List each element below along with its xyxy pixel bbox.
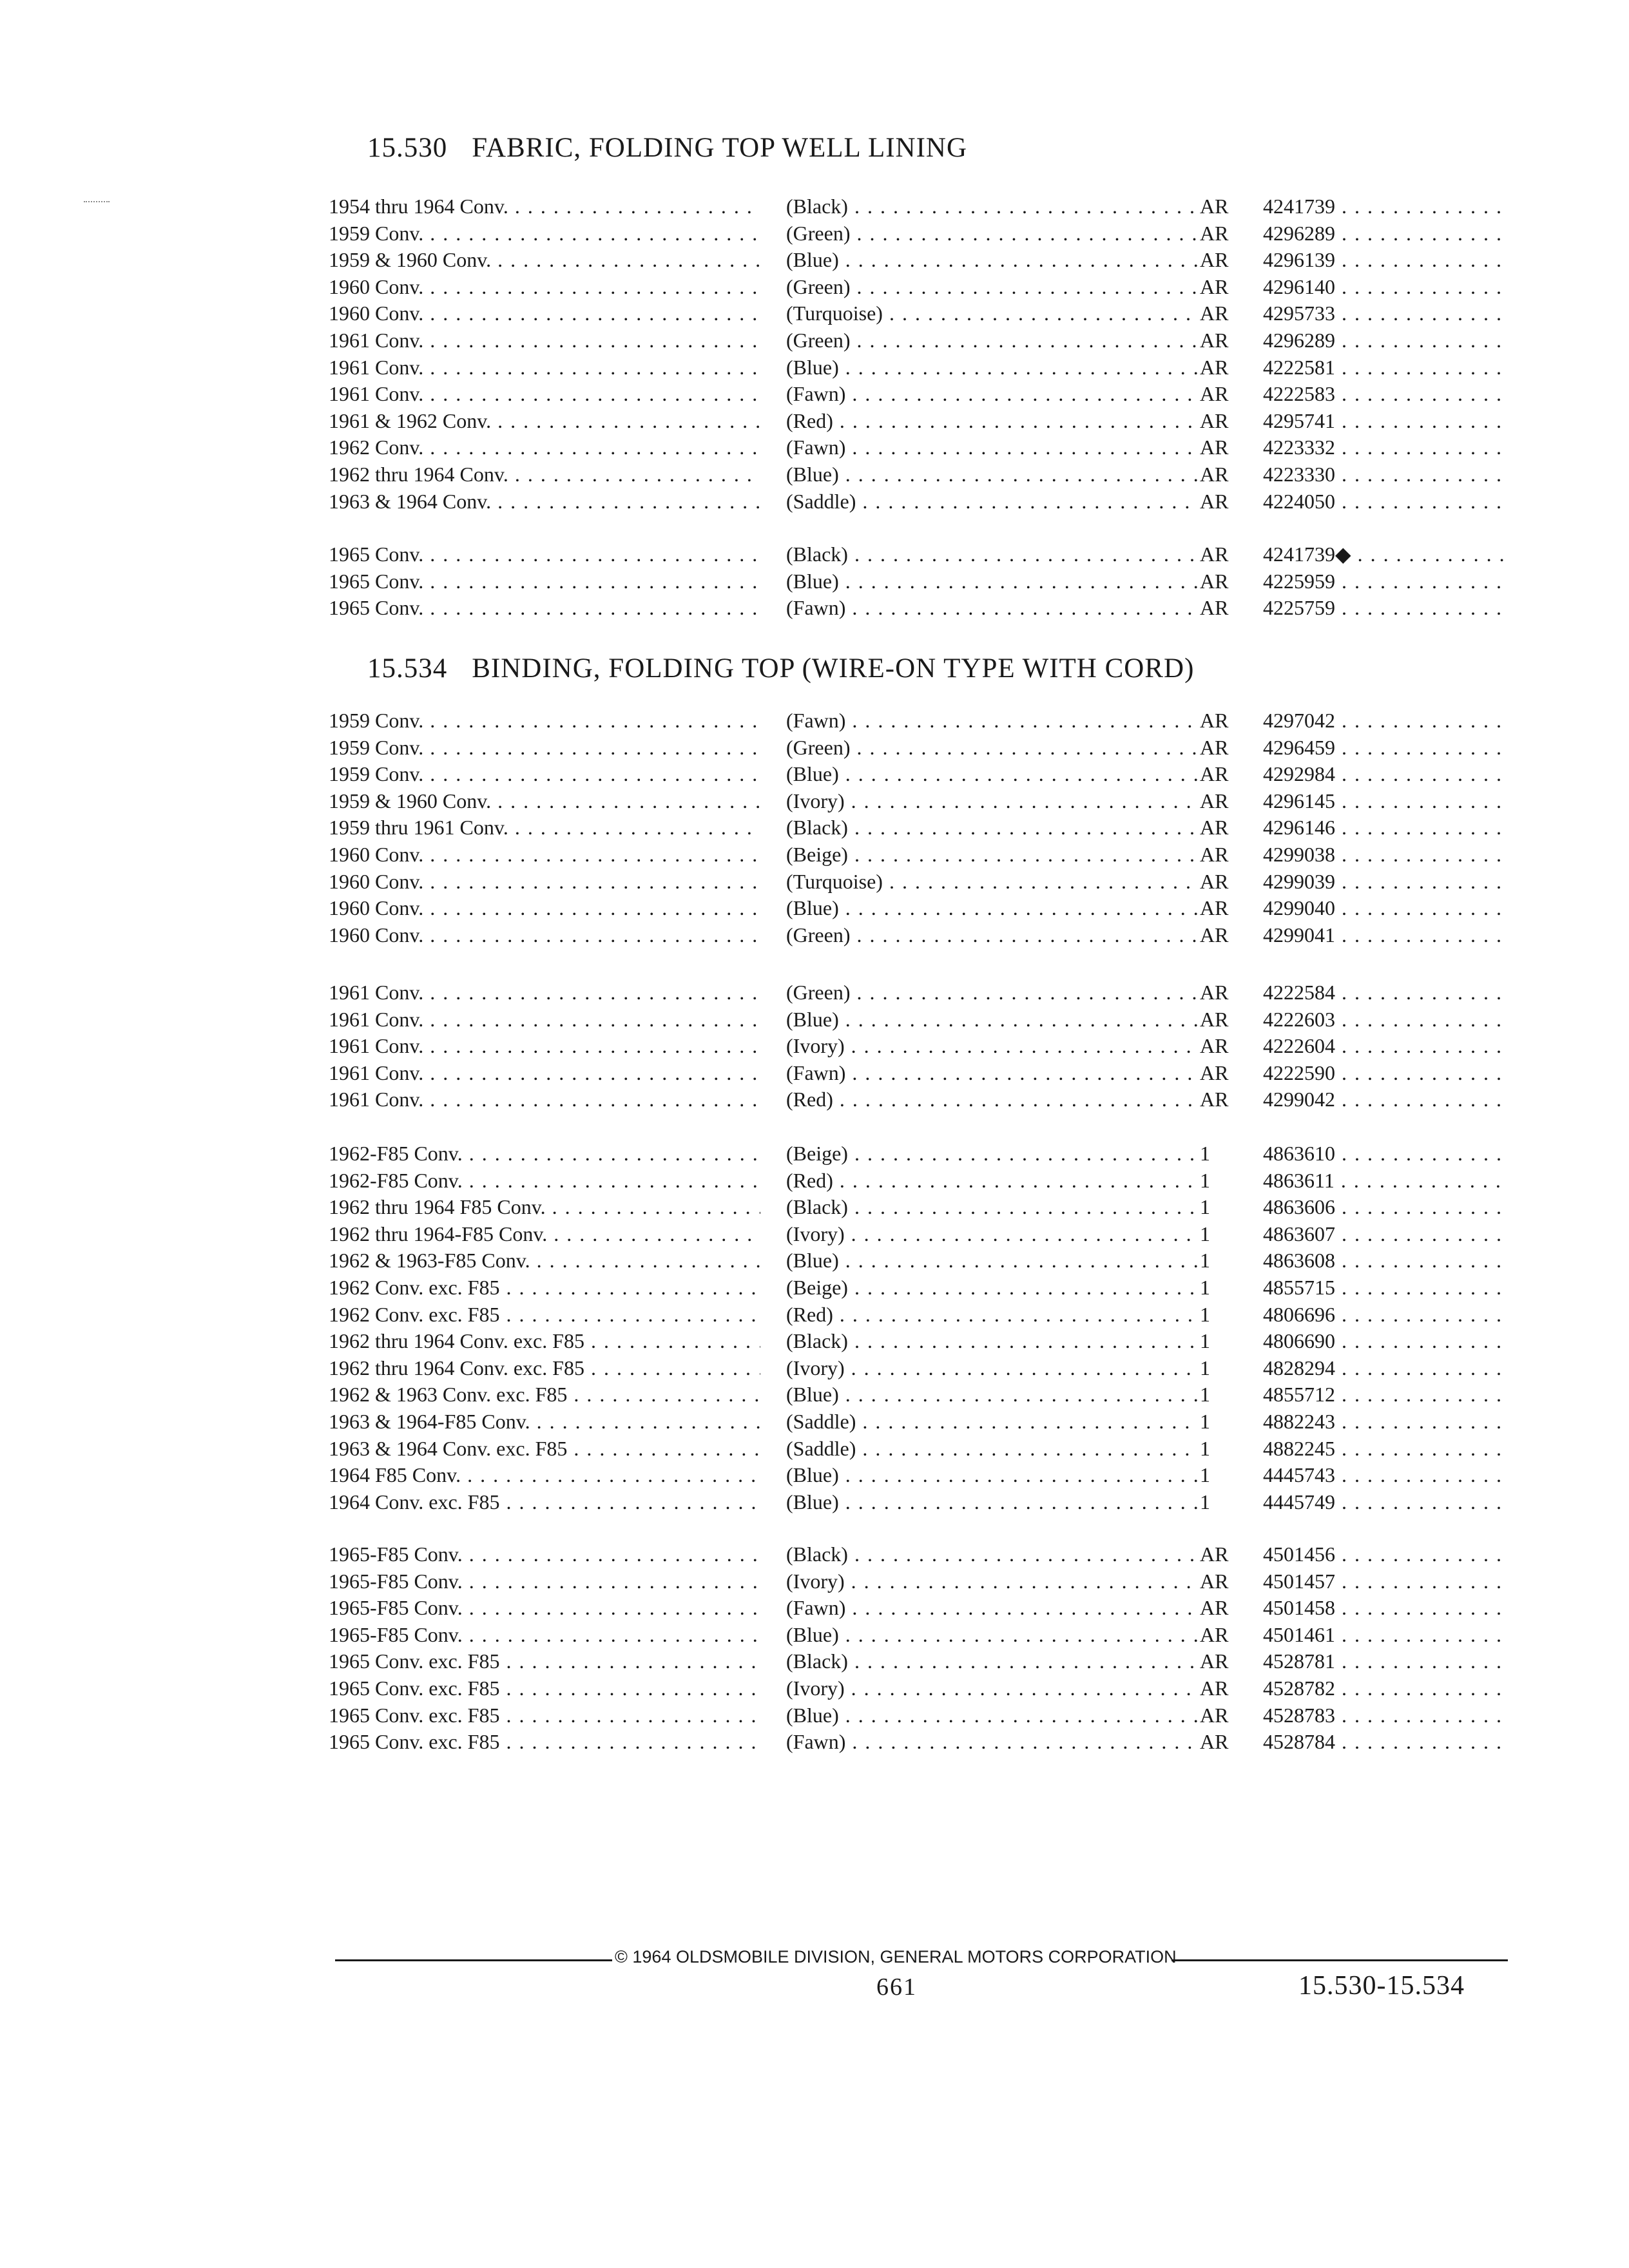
- color-cell: (Blue) . . .: [786, 895, 1199, 921]
- list-item: [0, 300, 1629, 329]
- quantity-cell: AR: [1200, 355, 1229, 379]
- model-cell: 1965 Conv. . . .: [329, 568, 760, 594]
- model-cell: 1961 Conv. . . .: [329, 1060, 760, 1086]
- list-item: [0, 461, 1629, 490]
- quantity-cell: 1: [1200, 1195, 1210, 1219]
- quantity-cell: 1: [1200, 1329, 1210, 1353]
- model-cell: 1964 F85 Conv. . . .: [329, 1462, 760, 1488]
- model-cell: 1965-F85 Conv. . . .: [329, 1541, 760, 1567]
- color-cell: (Black) . . .: [786, 814, 1199, 840]
- model-cell: 1965 Conv. exc. F85 . . .: [329, 1702, 760, 1728]
- part-number-cell: 4225759 . . .: [1263, 595, 1508, 620]
- model-cell: 1959 thru 1961 Conv. . . .: [329, 814, 760, 840]
- quantity-cell: AR: [1200, 596, 1229, 620]
- model-cell: 1960 Conv. . . .: [329, 274, 760, 300]
- model-cell: 1962 thru 1964 F85 Conv. . . .: [329, 1194, 760, 1220]
- list-item: [0, 595, 1629, 623]
- color-cell: (Green) . . .: [786, 979, 1199, 1005]
- model-cell: 1965-F85 Conv. . . .: [329, 1622, 760, 1648]
- quantity-cell: AR: [1200, 1649, 1229, 1673]
- color-cell: (Blue) . . .: [786, 1247, 1199, 1273]
- color-cell: (Turquoise) . . .: [786, 300, 1199, 326]
- color-cell: (Black) . . .: [786, 1541, 1199, 1567]
- model-cell: 1965 Conv. . . .: [329, 541, 760, 567]
- quantity-cell: AR: [1200, 1542, 1229, 1566]
- part-number-cell: 4863608 . . .: [1263, 1247, 1508, 1273]
- part-number-cell: 4863610 . . .: [1263, 1140, 1508, 1166]
- list-item: [0, 1675, 1629, 1704]
- quantity-cell: AR: [1200, 569, 1229, 593]
- quantity-cell: AR: [1200, 274, 1229, 298]
- list-item: [0, 220, 1629, 249]
- quantity-cell: AR: [1200, 709, 1229, 732]
- model-cell: 1959 Conv. . . .: [329, 220, 760, 246]
- quantity-cell: 1: [1200, 1436, 1210, 1460]
- model-cell: 1962 thru 1964 Conv. exc. F85 . . .: [329, 1328, 760, 1354]
- color-cell: (Ivory) . . .: [786, 1568, 1199, 1594]
- part-number-cell: 4295741 . . .: [1263, 408, 1508, 434]
- quantity-cell: AR: [1200, 816, 1229, 840]
- color-cell: (Blue) . . .: [786, 1006, 1199, 1032]
- quantity-cell: AR: [1200, 1622, 1229, 1646]
- model-cell: 1962 Conv. . . .: [329, 434, 760, 460]
- color-cell: (Blue) . . .: [786, 1462, 1199, 1488]
- model-cell: 1959 Conv. . . .: [329, 735, 760, 760]
- list-item: [0, 247, 1629, 275]
- part-number-cell: 4296459 . . .: [1263, 735, 1508, 760]
- color-cell: (Blue) . . .: [786, 1702, 1199, 1728]
- part-number-cell: 4222603 . . .: [1263, 1006, 1508, 1032]
- quantity-cell: AR: [1200, 329, 1229, 352]
- color-cell: (Fawn) . . .: [786, 595, 1199, 620]
- list-item: [0, 1140, 1629, 1169]
- quantity-cell: AR: [1200, 762, 1229, 786]
- quantity-cell: 1: [1200, 1249, 1210, 1273]
- part-number-cell: 4222583 . . .: [1263, 381, 1508, 407]
- list-item: [0, 869, 1629, 897]
- part-number-cell: 4528781 . . .: [1263, 1648, 1508, 1674]
- list-item: [0, 788, 1629, 816]
- section-title: FABRIC, FOLDING TOP WELL LINING: [472, 133, 968, 163]
- list-item: [0, 1086, 1629, 1115]
- color-cell: (Fawn) . . .: [786, 434, 1199, 460]
- part-number-cell: 4501461 . . .: [1263, 1622, 1508, 1648]
- quantity-cell: 1: [1200, 1410, 1210, 1433]
- list-item: [0, 434, 1629, 463]
- part-number-cell: 4528782 . . .: [1263, 1675, 1508, 1701]
- footer-copyright: © 1964 OLDSMOBILE DIVISION, GENERAL MOTORS CORPORATION: [612, 1947, 1171, 1967]
- color-cell: (Red) . . .: [786, 408, 1199, 434]
- model-cell: 1962 & 1963 Conv. exc. F85 . . .: [329, 1381, 760, 1407]
- list-item: [0, 1568, 1629, 1597]
- color-cell: (Green) . . .: [786, 220, 1199, 246]
- part-number-cell: 4295733 . . .: [1263, 300, 1508, 326]
- quantity-cell: AR: [1200, 896, 1229, 920]
- list-item: [0, 1408, 1629, 1437]
- model-cell: 1960 Conv. . . .: [329, 869, 760, 894]
- part-number-cell: 4806690 . . .: [1263, 1328, 1508, 1354]
- part-number-cell: 4223332 . . .: [1263, 434, 1508, 460]
- model-cell: 1961 Conv. . . .: [329, 1033, 760, 1059]
- list-item: [0, 1595, 1629, 1623]
- list-item: [0, 1060, 1629, 1088]
- quantity-cell: AR: [1200, 923, 1229, 947]
- color-cell: (Ivory) . . .: [786, 1221, 1199, 1247]
- section-number: 15.534: [367, 653, 448, 684]
- color-cell: (Blue) . . .: [786, 247, 1199, 273]
- color-cell: (Beige) . . .: [786, 841, 1199, 867]
- part-number-cell: 4528783 . . .: [1263, 1702, 1508, 1728]
- part-number-cell: 4501457 . . .: [1263, 1568, 1508, 1594]
- list-item: [0, 895, 1629, 923]
- color-cell: (Fawn) . . .: [786, 707, 1199, 733]
- model-cell: 1959 & 1960 Conv. . . .: [329, 247, 760, 273]
- quantity-cell: 1: [1200, 1142, 1210, 1165]
- part-number-cell: 4222581 . . .: [1263, 354, 1508, 380]
- model-cell: 1960 Conv. . . .: [329, 895, 760, 921]
- color-cell: (Blue) . . .: [786, 354, 1199, 380]
- color-cell: (Turquoise) . . .: [786, 869, 1199, 894]
- list-item: [0, 408, 1629, 436]
- section-number: 15.530: [367, 133, 448, 163]
- part-number-cell: 4223330 . . .: [1263, 461, 1508, 487]
- list-item: [0, 814, 1629, 843]
- part-number-cell: 4501456 . . .: [1263, 1541, 1508, 1567]
- quantity-cell: AR: [1200, 1677, 1229, 1700]
- color-cell: (Blue) . . .: [786, 1489, 1199, 1515]
- color-cell: (Blue) . . .: [786, 461, 1199, 487]
- quantity-cell: AR: [1200, 302, 1229, 325]
- part-number-cell: 4863606 . . .: [1263, 1194, 1508, 1220]
- color-cell: (Blue) . . .: [786, 1622, 1199, 1648]
- part-number-cell: 4296289 . . .: [1263, 220, 1508, 246]
- color-cell: (Fawn) . . .: [786, 1060, 1199, 1086]
- quantity-cell: 1: [1200, 1168, 1210, 1192]
- quantity-cell: AR: [1200, 1703, 1229, 1727]
- model-cell: 1962 & 1963-F85 Conv. . . .: [329, 1247, 760, 1273]
- part-number-cell: 4299039 . . .: [1263, 869, 1508, 894]
- model-cell: 1960 Conv. . . .: [329, 922, 760, 948]
- color-cell: (Fawn) . . .: [786, 1729, 1199, 1754]
- color-cell: (Ivory) . . .: [786, 788, 1199, 814]
- color-cell: (Green) . . .: [786, 922, 1199, 948]
- color-cell: (Ivory) . . .: [786, 1675, 1199, 1701]
- list-item: [0, 1355, 1629, 1383]
- part-number-cell: 4299040 . . .: [1263, 895, 1508, 921]
- model-cell: 1959 & 1960 Conv. . . .: [329, 788, 760, 814]
- quantity-cell: 1: [1200, 1383, 1210, 1407]
- model-cell: 1965-F85 Conv. . . .: [329, 1568, 760, 1594]
- model-cell: 1965 Conv. . . .: [329, 595, 760, 620]
- list-item: [0, 1381, 1629, 1410]
- list-item: [0, 488, 1629, 517]
- list-item: [0, 1622, 1629, 1650]
- list-item: [0, 1006, 1629, 1035]
- quantity-cell: 1: [1200, 1302, 1210, 1326]
- quantity-cell: 1: [1200, 1490, 1210, 1514]
- list-item: [0, 1648, 1629, 1677]
- quantity-cell: AR: [1200, 1034, 1229, 1058]
- model-cell: 1959 Conv. . . .: [329, 761, 760, 787]
- quantity-cell: 1: [1200, 1463, 1210, 1487]
- part-number-cell: 4299041 . . .: [1263, 922, 1508, 948]
- part-number-cell: 4806696 . . .: [1263, 1302, 1508, 1327]
- quantity-cell: AR: [1200, 221, 1229, 245]
- quantity-cell: AR: [1200, 489, 1229, 513]
- part-number-cell: 4299038 . . .: [1263, 841, 1508, 867]
- model-cell: 1964 Conv. exc. F85 . . .: [329, 1489, 760, 1515]
- quantity-cell: AR: [1200, 1596, 1229, 1620]
- list-item: [0, 354, 1629, 383]
- quantity-cell: AR: [1200, 1569, 1229, 1593]
- list-item: [0, 327, 1629, 356]
- list-item: [0, 1462, 1629, 1490]
- color-cell: (Red) . . .: [786, 1168, 1199, 1193]
- color-cell: (Saddle) . . .: [786, 488, 1199, 514]
- model-cell: 1962-F85 Conv. . . .: [329, 1168, 760, 1193]
- quantity-cell: AR: [1200, 543, 1229, 566]
- color-cell: (Fawn) . . .: [786, 1595, 1199, 1620]
- quantity-cell: AR: [1200, 735, 1229, 759]
- part-number-cell: 4882243 . . .: [1263, 1408, 1508, 1434]
- model-cell: 1965 Conv. exc. F85 . . .: [329, 1648, 760, 1674]
- color-cell: (Saddle) . . .: [786, 1408, 1199, 1434]
- list-item: [0, 735, 1629, 763]
- list-item: [0, 1702, 1629, 1731]
- model-cell: 1962 Conv. exc. F85 . . .: [329, 1274, 760, 1300]
- list-item: [0, 1541, 1629, 1570]
- model-cell: 1963 & 1964 Conv. exc. F85 . . .: [329, 1436, 760, 1461]
- color-cell: (Blue) . . .: [786, 1381, 1199, 1407]
- list-item: [0, 193, 1629, 222]
- list-item: [0, 381, 1629, 409]
- quantity-cell: AR: [1200, 843, 1229, 866]
- color-cell: (Red) . . .: [786, 1302, 1199, 1327]
- part-number-cell: 4241739 . . .: [1263, 193, 1508, 219]
- quantity-cell: AR: [1200, 981, 1229, 1004]
- part-number-cell: 4225959 . . .: [1263, 568, 1508, 594]
- model-cell: 1961 Conv. . . .: [329, 381, 760, 407]
- model-cell: 1963 & 1964 Conv. . . .: [329, 488, 760, 514]
- part-number-cell: 4528784 . . .: [1263, 1729, 1508, 1754]
- part-number-cell: 4222590 . . .: [1263, 1060, 1508, 1086]
- color-cell: (Saddle) . . .: [786, 1436, 1199, 1461]
- color-cell: (Black) . . .: [786, 541, 1199, 567]
- quantity-cell: AR: [1200, 1730, 1229, 1754]
- color-cell: (Ivory) . . .: [786, 1355, 1199, 1381]
- page-number: 661: [876, 1974, 917, 2001]
- model-cell: 1960 Conv. . . .: [329, 300, 760, 326]
- color-cell: (Black) . . .: [786, 1194, 1199, 1220]
- list-item: [0, 568, 1629, 597]
- part-number-cell: 4299042 . . .: [1263, 1086, 1508, 1112]
- part-number-cell: 4863607 . . .: [1263, 1221, 1508, 1247]
- color-cell: (Green) . . .: [786, 735, 1199, 760]
- part-number-cell: 4296145 . . .: [1263, 788, 1508, 814]
- color-cell: (Black) . . .: [786, 1328, 1199, 1354]
- model-cell: 1965 Conv. exc. F85 . . .: [329, 1675, 760, 1701]
- list-item: [0, 1194, 1629, 1222]
- quantity-cell: AR: [1200, 436, 1229, 459]
- list-item: [0, 1436, 1629, 1464]
- list-item: [0, 1302, 1629, 1330]
- quantity-cell: AR: [1200, 869, 1229, 893]
- model-cell: 1961 Conv. . . .: [329, 354, 760, 380]
- part-number-cell: 4222604 . . .: [1263, 1033, 1508, 1059]
- model-cell: 1962 thru 1964-F85 Conv. . . .: [329, 1221, 760, 1247]
- part-number-cell: 4882245 . . .: [1263, 1436, 1508, 1461]
- quantity-cell: AR: [1200, 463, 1229, 486]
- part-number-cell: 4297042 . . .: [1263, 707, 1508, 733]
- part-number-cell: 4855715 . . .: [1263, 1274, 1508, 1300]
- part-number-cell: 4855712 . . .: [1263, 1381, 1508, 1407]
- color-cell: (Red) . . .: [786, 1086, 1199, 1112]
- list-item: [0, 922, 1629, 950]
- model-cell: 1954 thru 1964 Conv. . . .: [329, 193, 760, 219]
- list-item: [0, 707, 1629, 736]
- list-item: [0, 541, 1629, 570]
- part-number-cell: 4241739◆ . . .: [1263, 541, 1508, 567]
- quantity-cell: 1: [1200, 1356, 1210, 1379]
- part-number-cell: 4445749 . . .: [1263, 1489, 1508, 1515]
- list-item: [0, 1221, 1629, 1249]
- quantity-cell: AR: [1200, 382, 1229, 406]
- model-cell: 1962 Conv. exc. F85 . . .: [329, 1302, 760, 1327]
- quantity-cell: AR: [1200, 1088, 1229, 1111]
- quantity-cell: AR: [1200, 1061, 1229, 1084]
- part-number-cell: 4296139 . . .: [1263, 247, 1508, 273]
- quantity-cell: 1: [1200, 1276, 1210, 1299]
- model-cell: 1961 Conv. . . .: [329, 1086, 760, 1112]
- list-item: [0, 1489, 1629, 1517]
- model-cell: 1959 Conv. . . .: [329, 707, 760, 733]
- part-number-cell: 4445743 . . .: [1263, 1462, 1508, 1488]
- model-cell: 1960 Conv. . . .: [329, 841, 760, 867]
- quantity-cell: AR: [1200, 408, 1229, 432]
- list-item: [0, 1328, 1629, 1356]
- model-cell: 1965-F85 Conv. . . .: [329, 1595, 760, 1620]
- section-heading: [367, 653, 1194, 684]
- model-cell: 1962 thru 1964 Conv. exc. F85 . . .: [329, 1355, 760, 1381]
- list-item: [0, 841, 1629, 870]
- quantity-cell: AR: [1200, 1007, 1229, 1031]
- part-number-cell: 4296140 . . .: [1263, 274, 1508, 300]
- color-cell: (Fawn) . . .: [786, 381, 1199, 407]
- part-number-cell: 4863611 . . .: [1263, 1168, 1508, 1193]
- part-number-cell: 4224050 . . .: [1263, 488, 1508, 514]
- part-number-cell: 4296146 . . .: [1263, 814, 1508, 840]
- part-number-cell: 4501458 . . .: [1263, 1595, 1508, 1620]
- part-number-cell: 4292984 . . .: [1263, 761, 1508, 787]
- model-cell: 1961 Conv. . . .: [329, 979, 760, 1005]
- model-cell: 1965 Conv. exc. F85 . . .: [329, 1729, 760, 1754]
- list-item: [0, 274, 1629, 302]
- part-number-cell: 4828294 . . .: [1263, 1355, 1508, 1381]
- color-cell: (Blue) . . .: [786, 761, 1199, 787]
- model-cell: 1961 Conv. . . .: [329, 1006, 760, 1032]
- list-item: [0, 979, 1629, 1008]
- list-item: [0, 761, 1629, 789]
- section-title: BINDING, FOLDING TOP (WIRE-ON TYPE WITH CORD): [472, 653, 1195, 684]
- list-item: [0, 1168, 1629, 1196]
- color-cell: (Ivory) . . .: [786, 1033, 1199, 1059]
- color-cell: (Blue) . . .: [786, 568, 1199, 594]
- model-cell: 1961 Conv. . . .: [329, 327, 760, 353]
- list-item: [0, 1033, 1629, 1061]
- quantity-cell: AR: [1200, 195, 1229, 218]
- quantity-cell: AR: [1200, 789, 1229, 812]
- color-cell: (Green) . . .: [786, 274, 1199, 300]
- model-cell: 1962 thru 1964 Conv. . . .: [329, 461, 760, 487]
- list-item: [0, 1247, 1629, 1276]
- model-cell: 1963 & 1964-F85 Conv. . . .: [329, 1408, 760, 1434]
- color-cell: (Black) . . .: [786, 1648, 1199, 1674]
- list-item: [0, 1274, 1629, 1303]
- color-cell: (Beige) . . .: [786, 1274, 1199, 1300]
- color-cell: (Beige) . . .: [786, 1140, 1199, 1166]
- model-cell: 1961 & 1962 Conv. . . .: [329, 408, 760, 434]
- section-heading: [367, 132, 967, 164]
- color-cell: (Green) . . .: [786, 327, 1199, 353]
- section-range: 15.530-15.534: [1298, 1971, 1465, 2001]
- color-cell: (Black) . . .: [786, 193, 1199, 219]
- model-cell: 1962-F85 Conv. . . .: [329, 1140, 760, 1166]
- part-number-cell: 4222584 . . .: [1263, 979, 1508, 1005]
- quantity-cell: AR: [1200, 248, 1229, 272]
- list-item: [0, 1729, 1629, 1757]
- quantity-cell: 1: [1200, 1222, 1210, 1245]
- part-number-cell: 4296289 . . .: [1263, 327, 1508, 353]
